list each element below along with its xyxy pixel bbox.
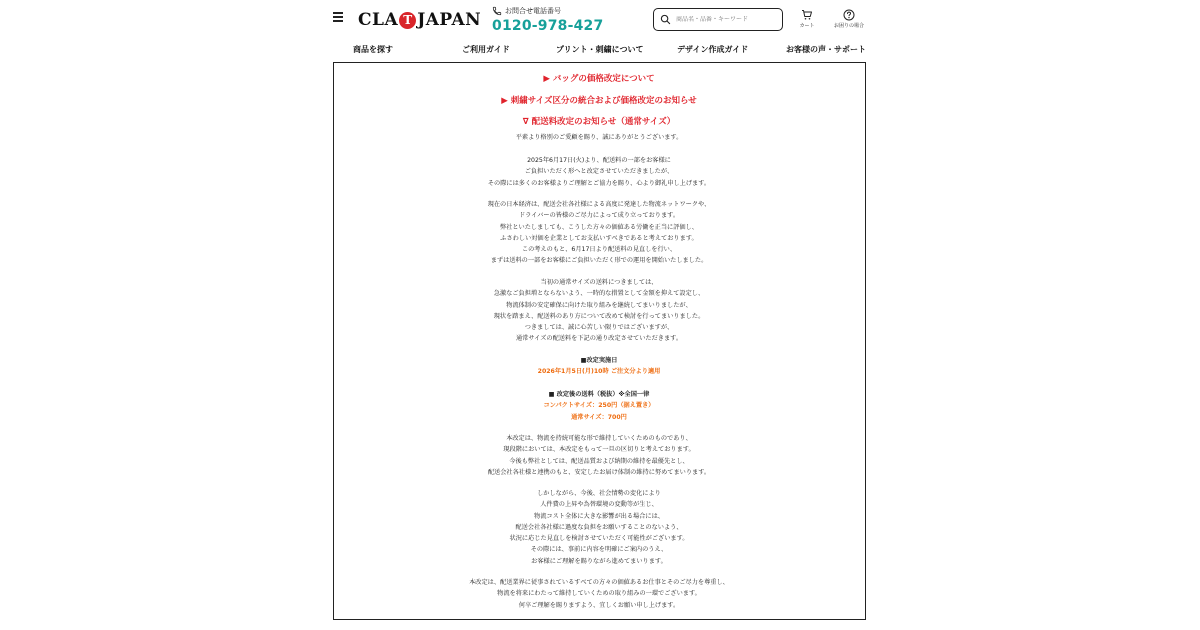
question-circle-icon — [843, 9, 855, 21]
notice-paragraph — [334, 199, 864, 267]
text-line: 配送会社各社様に過度な負担をお願いすることのないよう、 — [515, 523, 683, 531]
cart-button[interactable] — [796, 9, 818, 29]
notice-paragraph — [334, 132, 864, 143]
main-nav — [334, 43, 866, 57]
text-line: ご負担いただく形へと改定させていただきましたが、 — [524, 168, 674, 176]
phone-number[interactable]: 0120-978-427 — [492, 18, 604, 34]
text-line: その際には多くのお客様よりご理解とご協力を賜り、心より御礼申し上げます。 — [487, 179, 711, 187]
fee-compact: コンパクトサイズ：250円（据え置き） — [543, 402, 655, 410]
shipping-notice-heading[interactable]: ∇ 配送料改定のお知らせ（通常サイズ） — [522, 117, 676, 127]
text-line: この考えのもと、6月17日より配送料の見直しを行い、 — [521, 246, 677, 254]
phone-contact[interactable] — [492, 5, 603, 35]
text-line: 何卒ご理解を賜りますよう、宜しくお願い申し上げます。 — [518, 601, 680, 609]
text-line: 物流を将来にわたって維持していくための取り組みの一環でございます。 — [497, 590, 701, 598]
text-line: その際には、事前に内容を明確にご案内のうえ、 — [530, 546, 668, 554]
nav-item-find-products[interactable]: 商品を探す — [353, 45, 393, 54]
search-icon[interactable] — [660, 14, 671, 25]
site-logo[interactable] — [358, 9, 481, 31]
text-line: 2025年6月17日(火)より、配送料の一部をお客様に — [527, 157, 671, 164]
text-line: 本改定は、配送業界に従事されているすべての方々の価値あるお仕事とそのご尽力を尊重し、 — [469, 579, 729, 586]
notice-paragraph — [334, 433, 864, 478]
text-line: つきましては、誠に心苦しい限りではございますが、 — [524, 324, 674, 332]
cart-icon — [801, 9, 813, 21]
text-line: しかしながら、今後、社会情勢の変化により — [537, 490, 661, 497]
notice-paragraph — [334, 155, 864, 189]
text-line: 急激なご負担増とならないよう、一時的な措置として金額を抑えて設定し、 — [493, 290, 705, 298]
text-line: 現段階においては、本改定をもって一旦の区切りと考えております。 — [503, 446, 695, 454]
fee-heading: ■ 改定後の送料（税抜）※全国一律 — [548, 391, 650, 398]
text-line: 配送会社各社様と連携のもと、安定したお届け体制の維持に努めてまいります。 — [487, 468, 711, 476]
text-line: ふさわしい対価を企業としてお支払いすべきであると考えております。 — [500, 234, 698, 242]
text-line: ドライバーの皆様のご尽力によって成り立っております。 — [518, 212, 680, 220]
text-line: 本改定は、物流を持続可能な形で維持していくためのものであり、 — [506, 435, 692, 442]
logo-text-left: CLA — [358, 10, 399, 30]
text-line: 弊社といたしましても、こうした方々の価値ある労働を正当に評価し、 — [500, 223, 698, 231]
notice-box — [333, 62, 866, 620]
hamburger-menu-icon[interactable] — [333, 12, 343, 22]
notice-paragraph — [334, 277, 864, 345]
text-line: 物流コスト全体に大きな影響が出る場合には、 — [534, 512, 664, 520]
bag-price-link[interactable]: ▶ バッグの価格改定について — [543, 74, 655, 84]
text-line: 現在の日本経済は、配送会社各社様による高度に発達した物流ネットワークや、 — [487, 201, 711, 208]
nav-item-voice-support[interactable]: お客様の声・サポート — [786, 45, 866, 54]
logo-t-mark: T — [399, 12, 416, 29]
cart-label: カート — [799, 23, 815, 29]
notice-paragraph — [334, 577, 864, 611]
text-line: 平素より格別のご愛顧を賜り、誠にありがとうございます。 — [515, 134, 683, 141]
help-label: お困りの場合 — [833, 23, 864, 29]
text-line: まずは送料の一部をお客様にご負担いただく形での運用を開始いたしました。 — [490, 257, 708, 265]
notice-paragraph — [334, 488, 864, 567]
text-line: 現状を踏まえ、配送料のあり方について改めて検討を行ってまいりました。 — [493, 312, 705, 320]
logo-text-right: JAPAN — [417, 10, 482, 30]
text-line: お客様にご理解を賜りながら進めてまいります。 — [531, 557, 667, 565]
text-line: 今後も弊社としては、配送品質および納期の維持を最優先とし、 — [509, 457, 689, 465]
embroidery-price-link[interactable]: ▶ 刺繍サイズ区分の統合および価格改定のお知らせ — [501, 96, 697, 106]
date-heading: ■改定実施日 — [580, 357, 618, 364]
date-value: 2026年1月5日(月)10時 ご注文分より適用 — [537, 368, 661, 376]
nav-item-design-guide[interactable]: デザイン作成ガイド — [677, 45, 749, 54]
effective-date-block — [334, 355, 864, 378]
text-line: 人件費の上昇や為替環境の変動等が生じ、 — [540, 501, 658, 509]
fee-block — [334, 389, 864, 423]
nav-item-usage-guide[interactable]: ご利用ガイド — [462, 45, 510, 54]
phone-label: お問合せ電話番号 — [505, 7, 561, 15]
fee-normal: 通常サイズ：700円 — [571, 413, 627, 421]
text-line: 状況に応じた見直しを検討させていただく可能性がございます。 — [509, 535, 689, 543]
help-button[interactable] — [830, 9, 868, 29]
phone-icon — [492, 6, 502, 16]
site-header — [0, 0, 1200, 40]
text-line: 当初の通常サイズの送料につきましては、 — [540, 279, 658, 286]
nav-item-print-embroidery[interactable]: プリント・刺繍について — [556, 45, 644, 54]
search-input[interactable] — [676, 16, 776, 23]
text-line: 通常サイズの配送料を下記の通り改定させていただきます。 — [515, 335, 683, 343]
search-box[interactable] — [653, 8, 783, 31]
text-line: 物流体制の安定確保に向けた取り組みを継続してまいりましたが、 — [506, 301, 692, 309]
